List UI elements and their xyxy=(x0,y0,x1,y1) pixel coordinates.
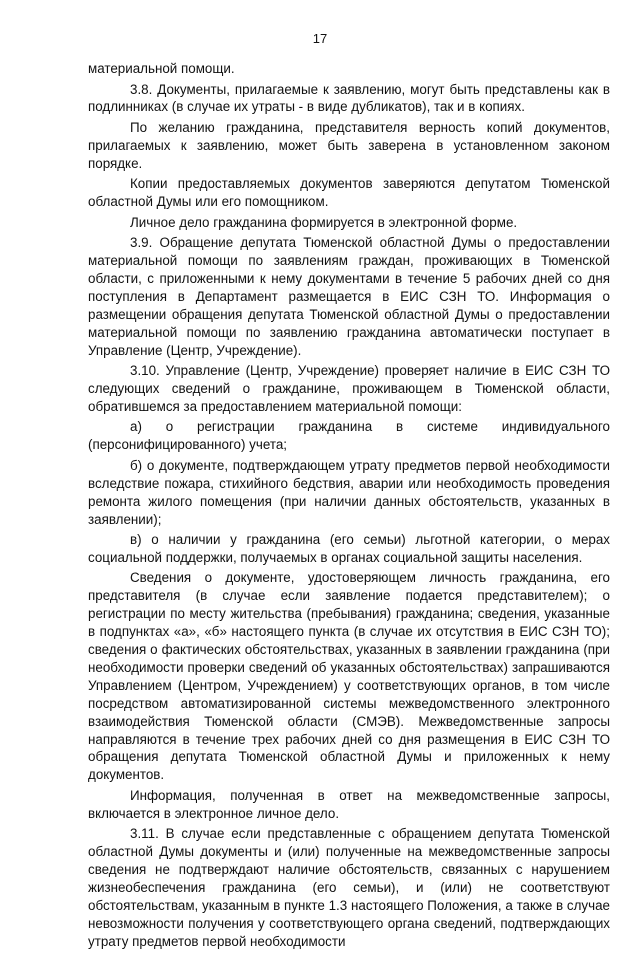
paragraph-item-v: в) о наличии у гражданина (его семьи) льготной категории, о мерах социальной поддержки, получаемых в органах социальной защиты населения. xyxy=(88,532,610,565)
paragraph-3-8: 3.8. Документы, прилагаемые к заявлению, могут быть представлены как в подлинниках (в случае их утраты - в виде дубликатов), так и в копиях. xyxy=(88,81,610,115)
paragraph-copies-certification: По желанию гражданина, представителя верность копий документов, прилагаемых к заявлению, может быть заверена в установленном законом порядке. xyxy=(88,119,610,171)
paragraph-continuation: материальной помощи. xyxy=(88,61,235,76)
paragraph-copies-deputy: Копии предоставляемых документов заверяются депутатом Тюменской областной Думы или его помощником. xyxy=(88,176,610,210)
paragraph-3-11: 3.11. В случае если представленные с обращением депутата Тюменской областной Думы документы и (или) полученные на межведомственные запросы сведения не подтверждают наличие обстоятельств, связанных с нарушением жизнеобеспечения гражданина (его семьи), и (или) не соответствуют обстоятельствам, указанным в пункте 1.3 настоящего Положения, а также в случае невозможности получения у соответствующего органа сведений, подтверждающих утрату предметов первой необходимости xyxy=(88,826,610,949)
paragraph-responses: Информация, полученная в ответ на межведомственные запросы, включается в электронное личное дело. xyxy=(88,787,610,821)
page-number: 17 xyxy=(312,31,328,46)
paragraph-item-b: б) о документе, подтверждающем утрату предметов первой необходимости вследствие пожара, стихийного бедствия, аварии или необходимость проведения ремонта жилого помещения (при наличии данных обстоятельств, указанных в заявлении); xyxy=(88,457,610,527)
paragraph-3-10: 3.10. Управление (Центр, Учреждение) проверяет наличие в ЕИС СЗН ТО следующих сведений о гражданине, проживающем в Тюменской области, обратившемся за предоставлением материальной помощи: xyxy=(88,363,610,414)
paragraph-interagency-requests: Сведения о документе, удостоверяющем личность гражданина, его представителя (в случае если заявление подается представителем); о регистрации по месту жительства (пребывания) гражданина; сведения, указанные в подпунктах «а», «б» настоящего пункта (в случае их отсутствия в ЕИС СЗН ТО); сведения о фактических обстоятельствах, указанных в заявлении гражданина (при необходимости проверки сведений об указанных обстоятельствах) запрашиваются Управлением (Центром, Учреждением) у соответствующих органов, в том числе посредством автоматизированной системы межведомственного электронного взаимодействия Тюменской области (СМЭВ). Межведомственные запросы направляются в течение трех рабочих дней со дня размещения в ЕИС СЗН ТО обращения депутата Тюменской областной Думы и приложенных к нему документов. xyxy=(88,570,610,783)
paragraph-3-9: 3.9. Обращение депутата Тюменской областной Думы о предоставлении материальной помощи по заявлениям граждан, проживающих в Тюменской области, с приложенными к нему документами в течение 5 рабочих дней со дня поступления в Департамент размещается в ЕИС СЗН ТО. Информация о размещении обращения депутата Тюменской областной Думы о предоставлении материальной помощи по заявлению гражданина автоматически поступает в Управление (Центр, Учреждение). xyxy=(88,235,610,358)
paragraph-electronic-file: Личное дело гражданина формируется в электронной форме. xyxy=(130,214,518,230)
document-body xyxy=(88,60,610,953)
paragraph-item-a: а) о регистрации гражданина в системе индивидуального (персонифицированного) учета; xyxy=(88,419,610,453)
